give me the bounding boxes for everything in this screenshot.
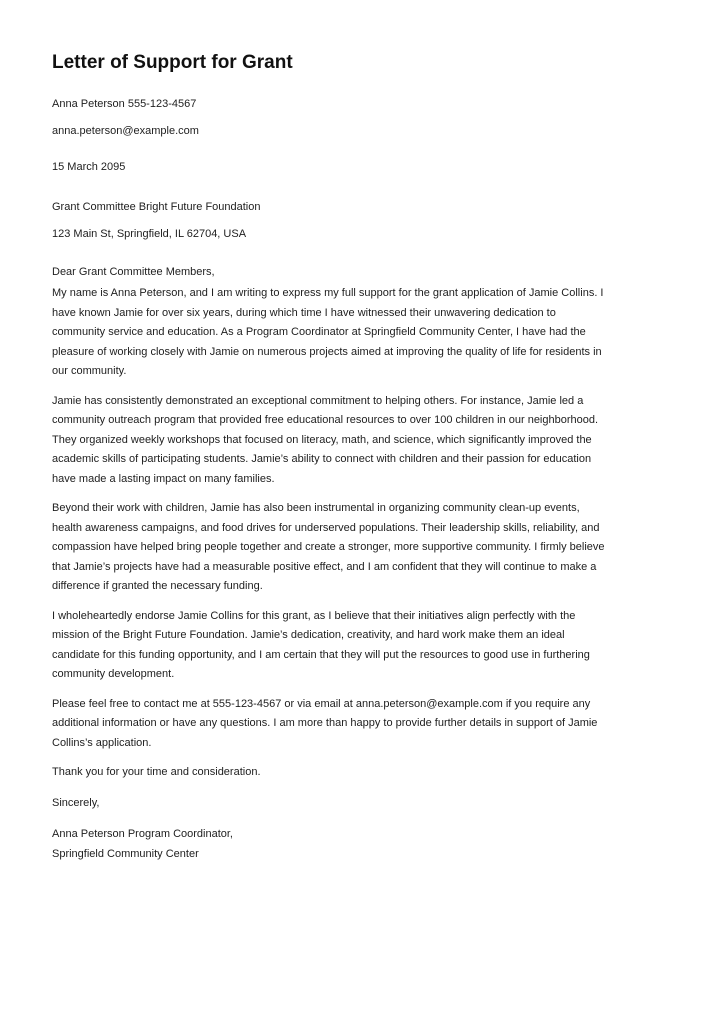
paragraph-line: difference if granted the necessary funding. (52, 580, 263, 592)
paragraph-line: additional information or have any questions. I am more than happy to provide further details in support of Jamie (52, 717, 598, 729)
paragraph-line: candidate for this funding opportunity, and I am certain that they will put the resources to good use in furthering (52, 648, 590, 661)
paragraph-line: pleasure of working closely with Jamie on numerous projects aimed at improving the quality of life for residents in (52, 345, 602, 358)
salutation: Dear Grant Committee Members, (52, 266, 215, 278)
paragraph-line: Jamie has consistently demonstrated an exceptional commitment to helping others. For instance, Jamie led a (52, 394, 584, 407)
paragraph-line: Please feel free to contact me at 555-123-4567 or via email at anna.peterson@example.com if you require any (52, 697, 591, 710)
recipient-address: 123 Main St, Springfield, IL 62704, USA (52, 228, 247, 240)
signoff: Sincerely, (52, 797, 100, 809)
thanks-line: Thank you for your time and consideration. (52, 766, 261, 778)
paragraph-line: My name is Anna Peterson, and I am writing to express my full support for the grant application of Jamie Collins. I (52, 287, 604, 299)
body-paragraph-5 (52, 695, 672, 754)
letter-title: Letter of Support for Grant (52, 52, 293, 73)
sender-email: anna.peterson@example.com (52, 125, 199, 137)
paragraph-line: health awareness campaigns, and food drives for underserved populations. Their leadership skills, reliability, and (52, 521, 600, 534)
sender-name-phone: Anna Peterson 555-123-4567 (52, 98, 197, 110)
signature-name-title: Anna Peterson Program Coordinator, (52, 828, 233, 840)
body-paragraph-3 (52, 499, 672, 597)
body-paragraph-4 (52, 607, 672, 685)
paragraph-line: academic skills of participating students. Jamie’s ability to connect with children and their passion for education (52, 453, 592, 465)
paragraph-line: that Jamie’s projects have had a measurable positive effect, and I am confident that they will continue to make a (52, 560, 597, 573)
paragraph-line: have made a lasting impact on many families. (52, 472, 275, 485)
paragraph-line: have known Jamie for over six years, during which time I have witnessed their unwavering dedication to (52, 306, 556, 319)
body-paragraph-2 (52, 392, 672, 490)
letter-page (52, 50, 672, 874)
letter-date: 15 March 2095 (52, 161, 126, 173)
signature-organization: Springfield Community Center (52, 847, 199, 860)
paragraph-line: Collins’s application. (52, 736, 152, 749)
paragraph-line: mission of the Bright Future Foundation. Jamie’s dedication, creativity, and hard work make them an ideal (52, 629, 565, 641)
recipient-name: Grant Committee Bright Future Foundation (52, 201, 261, 213)
signature-block (52, 825, 672, 864)
body-paragraph-1 (52, 284, 672, 382)
paragraph-line: Beyond their work with children, Jamie has also been instrumental in organizing community clean-up events, (52, 502, 580, 514)
paragraph-line: community development. (52, 668, 175, 680)
paragraph-line: They organized weekly workshops that focused on literacy, math, and science, which significantly improved the (52, 433, 592, 446)
paragraph-line: our community. (52, 365, 127, 377)
paragraph-line: compassion have helped bring people together and create a stronger, more supportive community. I firmly believe (52, 541, 605, 553)
paragraph-line: community service and education. As a Program Coordinator at Springfield Community Center, I have had the (52, 326, 586, 338)
paragraph-line: community outreach program that provided free educational resources to over 100 children in our neighborhood. (52, 414, 599, 426)
paragraph-line: I wholeheartedly endorse Jamie Collins for this grant, as I believe that their initiatives align perfectly with the (52, 609, 576, 622)
